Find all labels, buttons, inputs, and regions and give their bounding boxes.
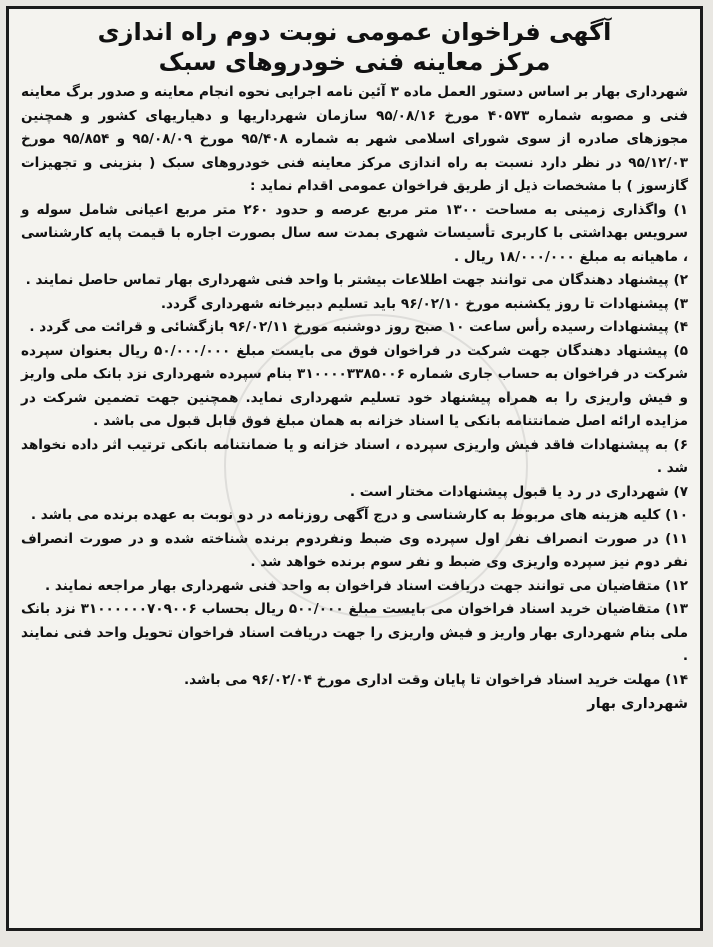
notice-item-10: ۱۰) کلیه هزینه های مربوط به کارشناسی و درج آگهی روزنامه در دو نوبت به عهده برنده می باشد . bbox=[30, 507, 688, 523]
notice-item-11: ۱۱) در صورت انصراف نفر اول سپرده وی ضبط ونفردوم برنده شناخته شده و در صورت انصراف نفر دوم نیز سپرده واریزی وی ضبط و نفر سوم برنده خواهد شد . bbox=[21, 530, 688, 570]
notice-item-1: ۱) واگذاری زمینی به مساحت ۱۳۰۰ متر مربع عرصه و حدود ۲۶۰ متر مربع اعیانی شامل سوله و سرویس بهداشتی با کاربری تأسیسات شهری بمدت سه سال بصورت اجاره با قیمت پایه کارشناسی ، ماهیانه به مبلغ ۱۸/۰۰۰/۰۰۰ ریال . bbox=[21, 201, 689, 265]
notice-item-12: ۱۲) متقاضیان می توانند جهت دریافت اسناد فراخوان به واحد فنی شهرداری بهار مراجعه نمایند . bbox=[44, 577, 688, 594]
notice-title-line2: مرکز معاینه فنی خودروهای سبک bbox=[158, 48, 551, 76]
notice-content bbox=[9, 9, 700, 716]
notice-item-13: ۱۳) متقاضیان خرید اسناد فراخوان می بایست مبلغ ۵۰۰/۰۰۰ ریال بحساب ۳۱۰۰۰۰۰۰۷۰۹۰۰۶ نزد بانک ملی بنام شهرداری بهار واریز و فیش واریزی را جهت دریافت اسناد فراخوان تحویل واحد فنی نمایند . bbox=[21, 601, 689, 664]
notice-intro: شهرداری بهار بر اساس دستور العمل ماده ۳ آئین نامه اجرایی نحوه انجام معاینه و صدور برگ معاینه فنی و مصوبه شماره ۴۰۵۷۳ مورخ ۹۵/۰۸/۱۶ سازمان شهرداریها و دهیاریهای کشور و همچنین مجوزهای صادره از سوی شورای اسلامی شهر به شماره ۹۵/۴۰۸ مورخ ۹۵/۰۸/۰۹ و ۹۵/۸۵۴ مورخ ۹۵/۱۲/۰۳ در نظر دارد نسبت به راه اندازی مرکز معاینه فنی خودروهای سبک ( بنزینی و تجهیزات گازسوز ) با مشخصات ذیل از طریق فراخوان عمومی اقدام نماید : bbox=[21, 84, 689, 194]
notice-item-2: ۲) پیشنهاد دهندگان می توانند جهت اطلاعات بیشتر با واحد فنی شهرداری بهار تماس حاصل نمایند . bbox=[25, 272, 688, 288]
notice-title-line1: آگهی فراخوان عمومی نوبت دوم راه اندازی bbox=[97, 18, 612, 46]
notice-frame bbox=[6, 6, 703, 931]
notice-item-7: ۷) شهرداری در رد یا قبول پیشنهادات مختار است . bbox=[349, 483, 688, 500]
notice-item-14: ۱۴) مهلت خرید اسناد فراخوان تا پایان وقت اداری مورخ ۹۶/۰۲/۰۴ می باشد. bbox=[183, 671, 688, 688]
notice-item-3: ۳) پیشنهادات تا روز یکشنبه مورخ ۹۶/۰۲/۱۰ باید تسلیم دبیرخانه شهرداری گردد. bbox=[160, 295, 688, 312]
notice-item-4: ۴) پیشنهادات رسیده رأس ساعت ۱۰ صبح روز دوشنبه مورخ ۹۶/۰۲/۱۱ بازگشائی و قرائت می گردد . bbox=[29, 319, 688, 335]
notice-item-6: ۶) به پیشنهادات فاقد فیش واریزی سپرده ، اسناد خزانه و یا ضمانتنامه بانکی ترتیب اثر داده نخواهد شد . bbox=[21, 436, 688, 476]
notice-signature: شهرداری بهار bbox=[587, 696, 688, 712]
notice-item-5: ۵) پیشنهاد دهندگان جهت شرکت در فراخوان فوق می بایست مبلغ ۵۰/۰۰۰/۰۰۰ ریال بعنوان سپرده شرکت در فراخوان به حساب جاری شماره ۳۱۰۰۰۰۳۳۸۵۰۰۶ بنام سپرده شهرداری نزد بانک ملی واریز و فیش واریزی را به همراه پیشنهاد خود تسلیم شهرداری نماید. همچنین جهت تضمین شرکت در مزایده ارائه اصل ضمانتنامه بانکی یا اسناد خزانه به همان مبلغ فوق قابل قبول می باشد . bbox=[21, 342, 688, 429]
